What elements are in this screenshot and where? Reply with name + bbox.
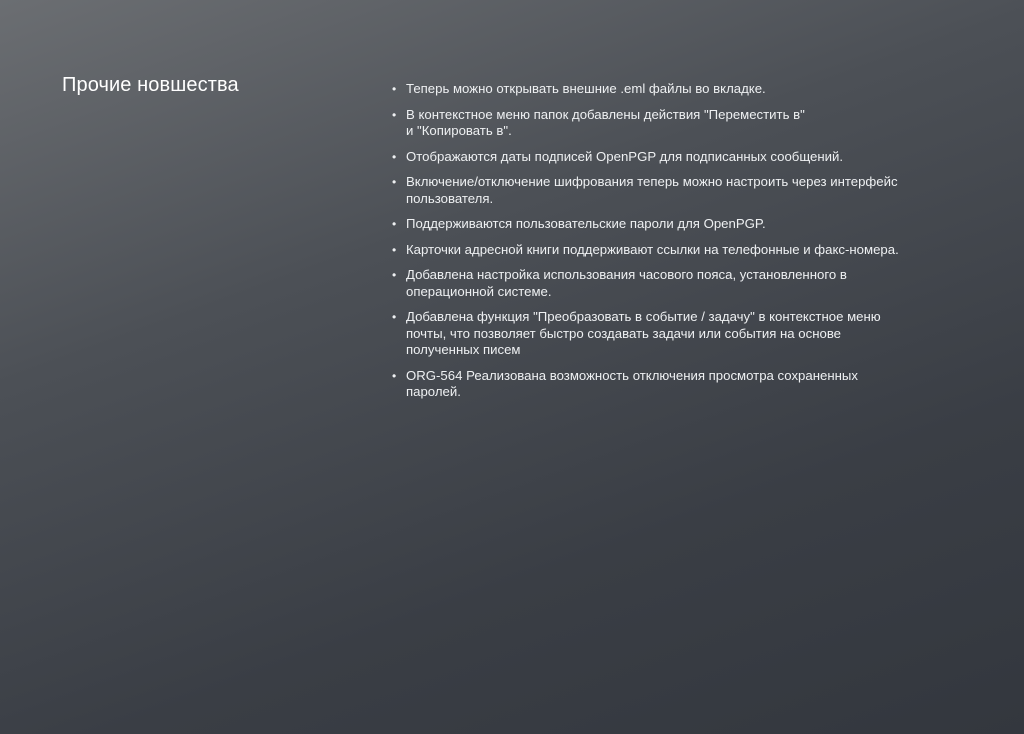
feature-item: [392, 149, 982, 166]
feature-item: [392, 267, 982, 300]
bullet-icon: •: [392, 368, 397, 383]
bullet-icon: •: [392, 107, 397, 122]
feature-text-line: полученных писем: [406, 342, 521, 357]
bullet-icon: •: [392, 242, 397, 257]
feature-item: [392, 174, 982, 207]
features-list: [392, 81, 982, 410]
feature-text-line: Отображаются даты подписей OpenPGP для подписанных сообщений.: [406, 148, 844, 164]
feature-text-line: Теперь можно открывать внешние .eml файлы во вкладке.: [406, 81, 766, 96]
feature-item: [392, 107, 982, 140]
feature-text-line: Карточки адресной книги поддерживают ссылки на телефонные и факс-номера.: [406, 241, 899, 257]
feature-text-line: паролей.: [406, 384, 461, 399]
feature-item: [392, 216, 982, 233]
feature-item: [392, 309, 982, 359]
feature-item: [392, 242, 982, 259]
feature-text-line: Включение/отключение шифрования теперь можно настроить через интерфейс: [406, 174, 898, 189]
feature-text-line: операционной системе.: [406, 283, 552, 299]
feature-item: [392, 368, 982, 401]
feature-item: [392, 81, 982, 98]
feature-text-line: ORG-564 Реализована возможность отключения просмотра сохраненных: [406, 367, 858, 383]
feature-text-line: Добавлена функция "Преобразовать в событие / задачу" в контекстное меню: [406, 309, 881, 324]
feature-text-line: почты, что позволяет быстро создавать задачи или события на основе: [406, 325, 842, 341]
bullet-icon: •: [392, 268, 397, 282]
feature-text-line: В контекстное меню папок добавлены действия "Переместить в": [406, 106, 805, 122]
feature-text-line: Добавлена настройка использования часового пояса, установленного в: [406, 267, 847, 282]
bullet-icon: •: [392, 175, 397, 189]
feature-text-line: пользователя.: [406, 190, 494, 206]
feature-text-line: Поддерживаются пользовательские пароли для OpenPGP.: [406, 216, 766, 231]
bullet-icon: •: [392, 310, 397, 324]
bullet-icon: •: [392, 149, 397, 164]
section-title: Прочие новшества: [62, 74, 239, 96]
bullet-icon: •: [392, 82, 397, 96]
feature-text-line: и "Копировать в".: [406, 123, 512, 138]
bullet-icon: •: [392, 217, 397, 231]
